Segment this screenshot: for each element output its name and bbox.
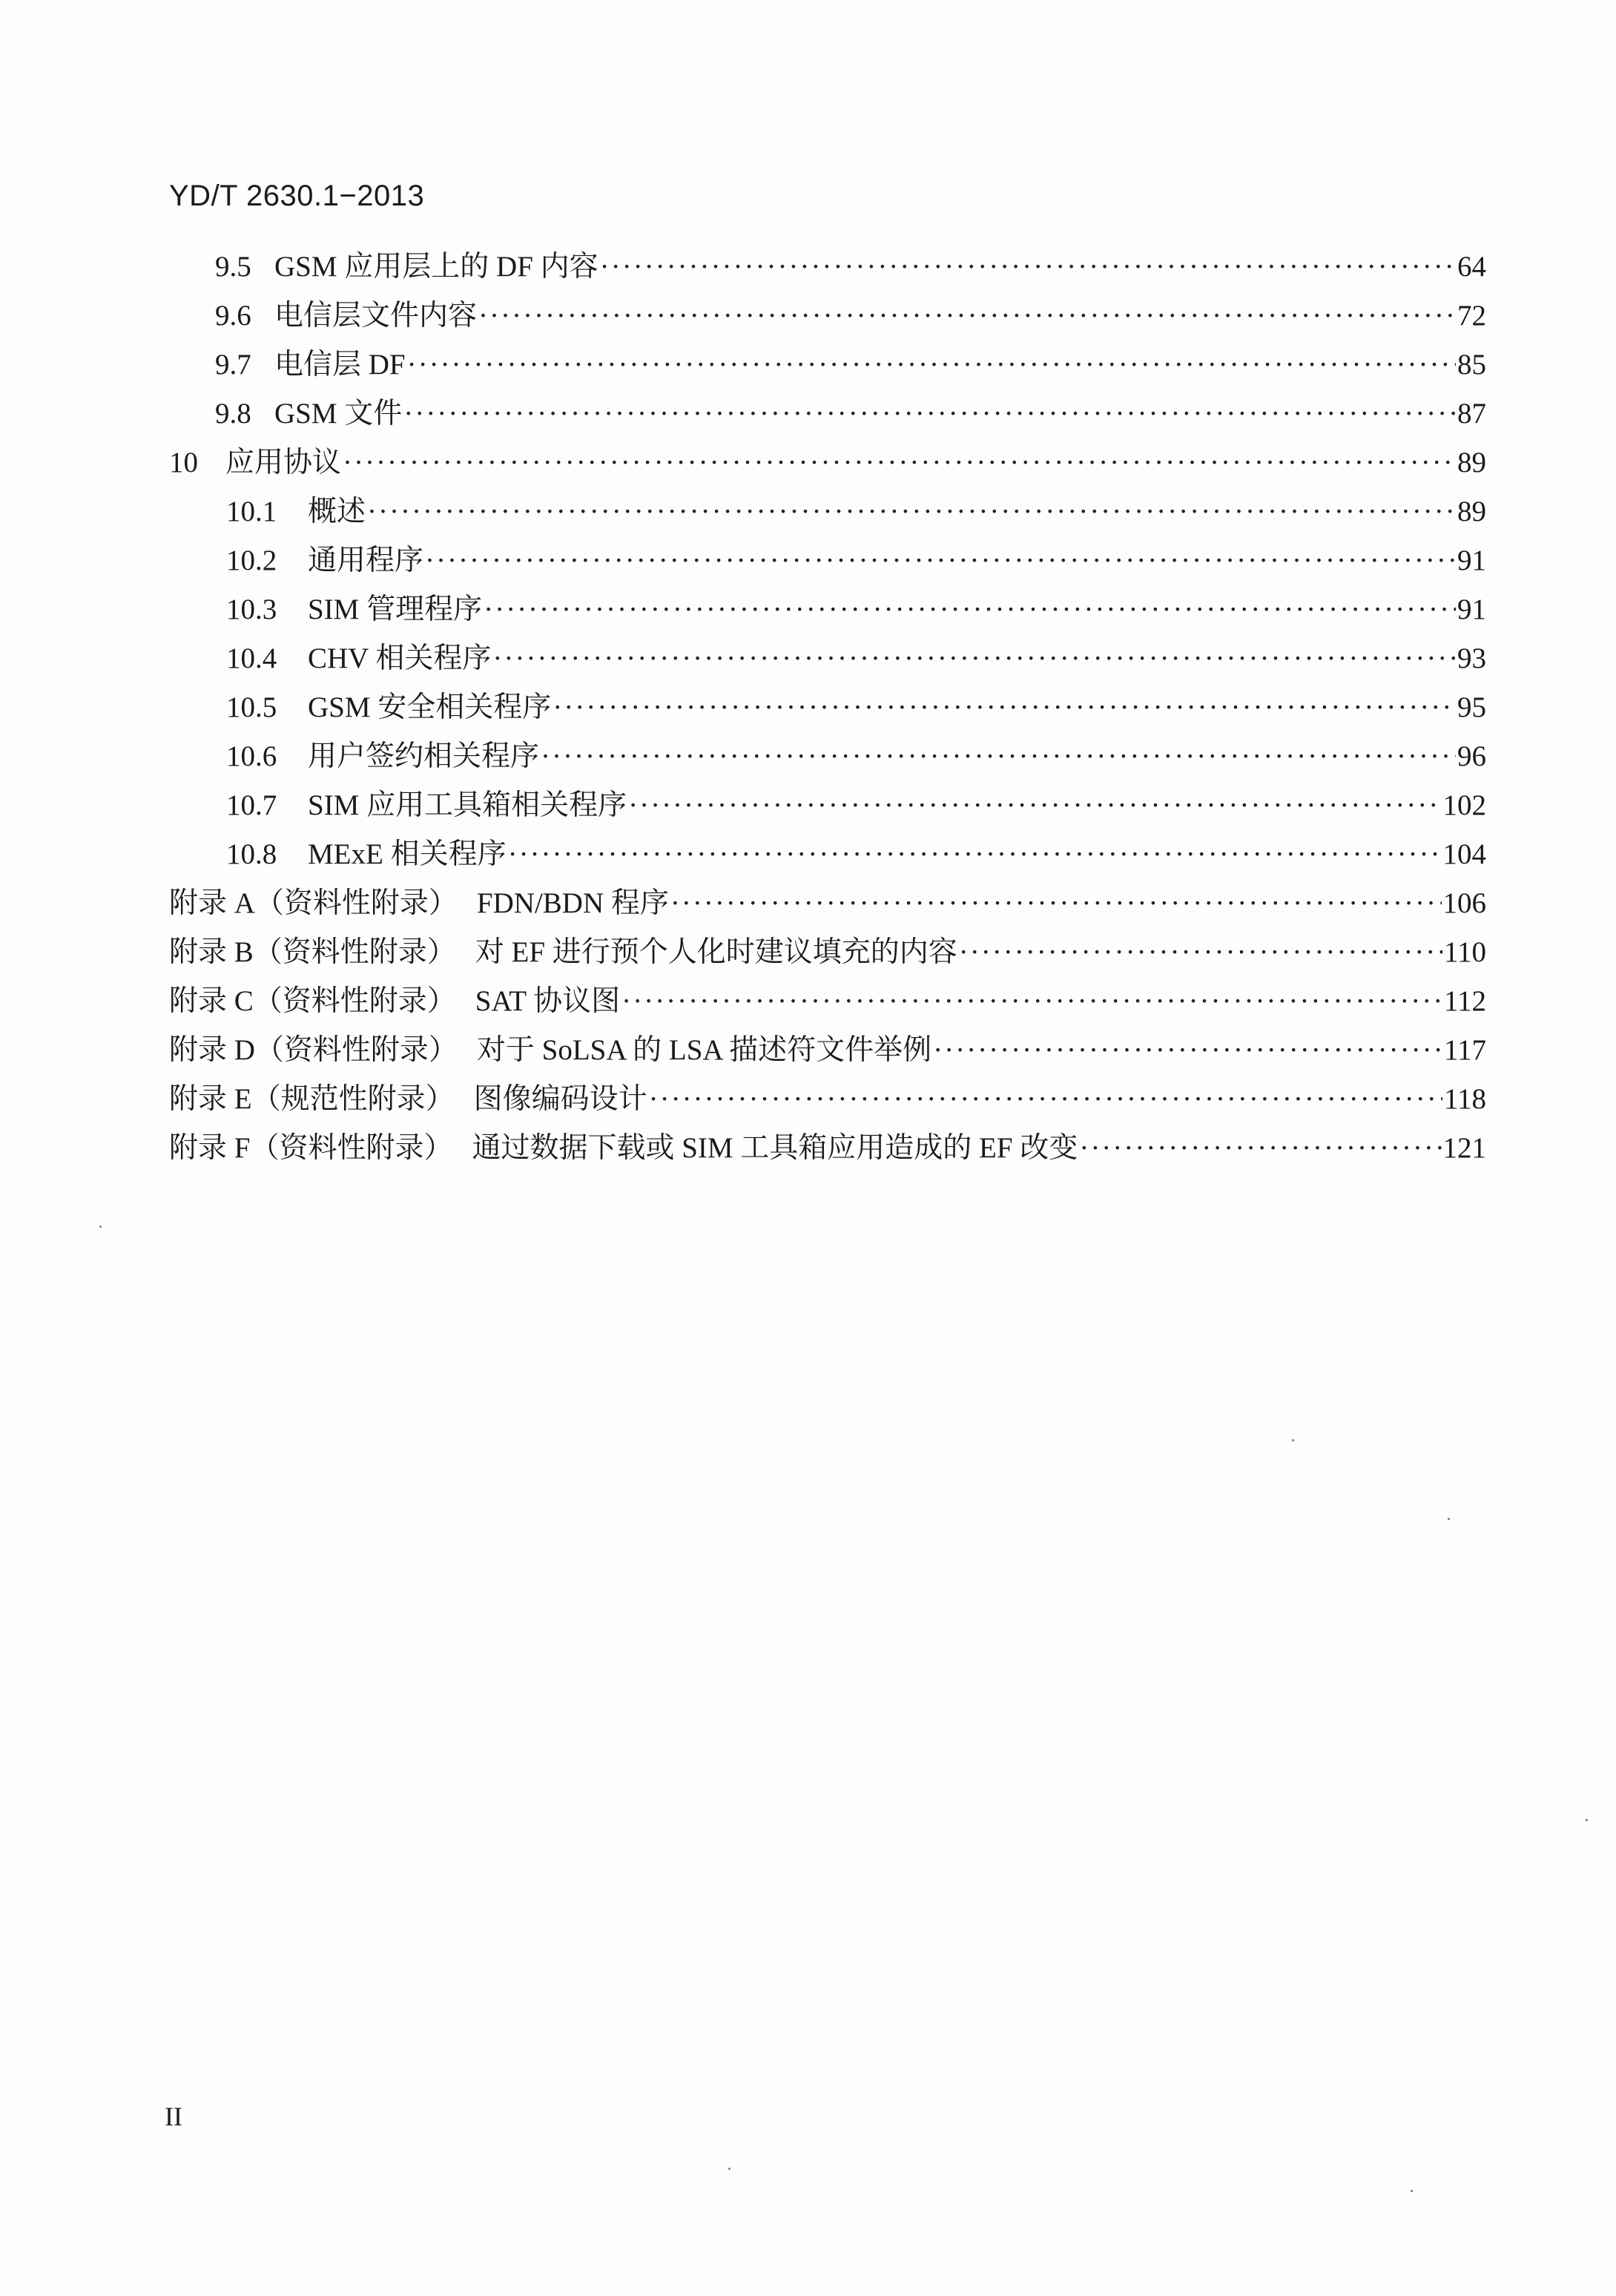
toc-entry-page: 89 [1457,496,1486,527]
toc-entry[interactable] [226,832,1486,877]
toc-entry-title: GSM 安全相关程序 [308,691,552,723]
scan-speck [728,2168,731,2170]
toc-entry-title: 电信层文件内容 [274,300,478,332]
toc-entry-number: 附录 D（资料性附录） [169,1034,458,1066]
toc-entry-page: 91 [1457,593,1486,625]
toc-leader-dots [492,637,1456,681]
toc-annex-entry[interactable] [169,1028,1486,1073]
toc-leader-dots [541,734,1456,779]
toc-entry-title: 图像编码设计 [473,1083,647,1115]
toc-leader-dots [478,294,1456,338]
toc-entry-page: 85 [1457,349,1486,381]
toc-entry-title: CHV 相关程序 [308,642,492,674]
toc-entry-number: 10.4 [226,642,277,674]
toc-entry-page: 91 [1457,545,1486,576]
toc-entry-title: SIM 管理程序 [308,593,483,625]
scan-speck [1292,1439,1294,1441]
toc-entry-number: 10.5 [226,691,277,723]
toc-entry-number: 附录 F（资料性附录） [169,1132,453,1164]
toc-entry-title: SIM 应用工具箱相关程序 [308,789,627,821]
toc-entry[interactable] [215,294,1486,338]
toc-entry[interactable] [226,783,1486,828]
toc-entry-number: 9.8 [215,398,251,430]
toc-entry-page: 110 [1443,936,1486,968]
toc-entry-number: 附录 B（资料性附录） [169,936,456,968]
toc-entry[interactable] [226,490,1486,534]
toc-entry[interactable] [215,343,1486,387]
toc-entry-title: 对 EF 进行预个人化时建议填充的内容 [475,936,957,968]
toc-entry-number: 10 [169,447,198,478]
toc-leader-dots [600,245,1456,289]
toc-entry-number: 10.3 [226,593,277,625]
toc-annex-entry[interactable] [169,930,1486,975]
toc-entry-page: 87 [1457,398,1486,430]
toc-entry-number: 9.5 [215,251,251,283]
toc-entry-page: 96 [1457,740,1486,772]
toc-entry-page: 72 [1457,300,1486,332]
toc-entry-number: 附录 C（资料性附录） [169,985,456,1017]
toc-entry-number: 10.6 [226,740,277,772]
toc-entry-number: 9.7 [215,349,251,381]
toc-entry[interactable] [226,734,1486,779]
toc-entry-page: 112 [1443,985,1486,1017]
toc-entry-title: 用户签约相关程序 [308,740,540,772]
toc-leader-dots [407,343,1456,387]
toc-leader-dots [1079,1126,1441,1171]
toc-entry-page: 104 [1442,838,1486,870]
toc-entry-title: 通过数据下载或 SIM 工具箱应用造成的 EF 改变 [472,1132,1078,1164]
toc-entry-page: 89 [1457,447,1486,478]
toc-entry[interactable] [226,539,1486,583]
toc-entry-number: 10.1 [226,496,277,527]
toc-leader-dots [508,832,1442,877]
toc-entry-number: 10.7 [226,789,277,821]
toc-leader-dots [649,1077,1442,1122]
toc-entry-title: 对于 SoLSA 的 LSA 描述符文件举例 [476,1034,932,1066]
toc-entry-title: GSM 应用层上的 DF 内容 [274,251,598,283]
toc-entry-page: 117 [1443,1034,1486,1066]
toc-leader-dots [553,685,1456,730]
toc-entry[interactable] [226,637,1486,681]
toc-entry-title: SAT 协议图 [475,985,621,1017]
toc-entry-page: 102 [1442,789,1486,821]
toc-entry-number: 附录 E（规范性附录） [169,1083,455,1115]
toc-entry[interactable] [169,441,1486,485]
toc-entry-page: 93 [1457,642,1486,674]
toc-entry-page: 106 [1442,887,1486,919]
page-number: II [165,2102,182,2131]
toc-entry-number: 9.6 [215,300,251,332]
toc-entry-number: 10.8 [226,838,277,870]
scan-speck [99,1226,102,1228]
toc-entry-title: 概述 [308,496,366,527]
toc-entry-number: 附录 A（资料性附录） [169,887,458,919]
toc-entry-number: 10.2 [226,545,277,576]
toc-leader-dots [343,441,1456,485]
toc-entry-title: 应用协议 [225,447,342,478]
toc-entry-page: 64 [1457,251,1486,283]
toc-entry[interactable] [215,245,1486,289]
toc-entry-title: GSM 文件 [274,398,403,430]
toc-entry-title: 电信层 DF [274,349,406,381]
toc-entry[interactable] [226,685,1486,730]
scan-speck [1586,1819,1588,1821]
toc-leader-dots [628,783,1441,828]
toc-annex-entry[interactable] [169,979,1486,1024]
toc-entry-title: MExE 相关程序 [308,838,507,870]
toc-entry[interactable] [226,588,1486,632]
toc-leader-dots [959,930,1442,975]
toc-leader-dots [425,539,1456,583]
toc-entry-page: 118 [1443,1083,1486,1115]
toc-leader-dots [367,490,1456,534]
toc-leader-dots [933,1028,1442,1073]
toc-leader-dots [621,979,1442,1024]
toc-entry-title: 通用程序 [308,545,424,576]
toc-annex-entry[interactable] [169,881,1486,926]
toc-leader-dots [484,588,1456,632]
toc-leader-dots [670,881,1442,926]
scan-speck [1411,2190,1413,2192]
toc-entry-page: 121 [1442,1132,1486,1164]
toc-leader-dots [403,392,1456,436]
toc-entry-title: FDN/BDN 程序 [476,887,669,919]
toc-annex-entry[interactable] [169,1126,1486,1171]
document-code: YD/T 2630.1−2013 [169,180,425,212]
toc-entry[interactable] [215,392,1486,436]
toc-annex-entry[interactable] [169,1077,1486,1122]
toc-entry-page: 95 [1457,691,1486,723]
scan-speck [1448,1518,1450,1520]
